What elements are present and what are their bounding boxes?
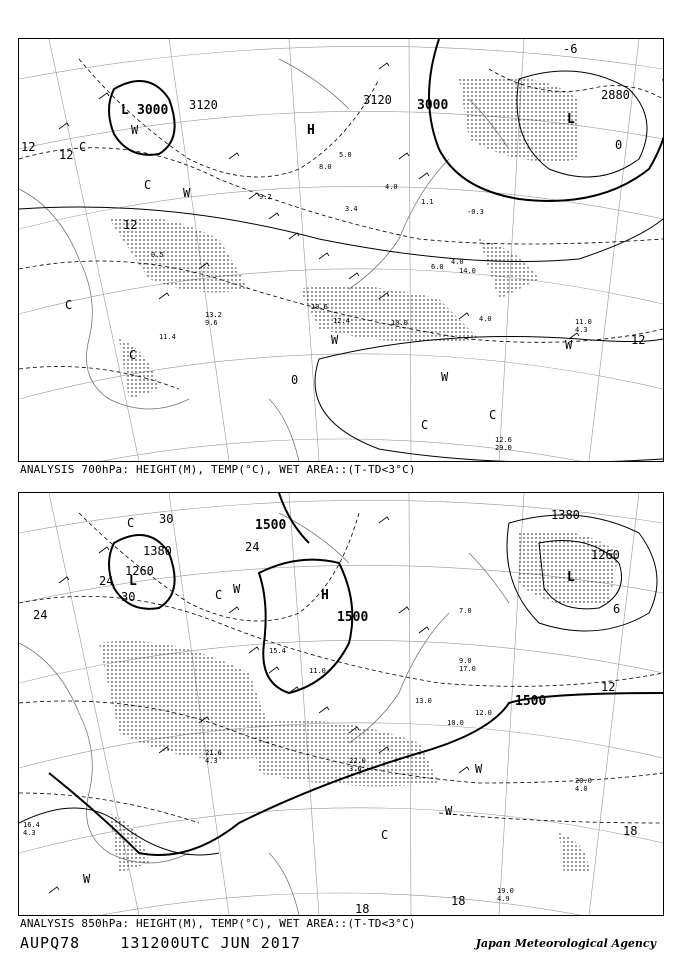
station-value: 10.0 — [391, 319, 408, 327]
center-marker: C — [79, 140, 87, 154]
temperature-label: 12 — [59, 148, 74, 162]
station-value: 13.0 — [415, 697, 432, 705]
coastlines — [19, 59, 509, 461]
temperature-label: 30 — [121, 590, 136, 604]
station-value: 16.4 — [23, 821, 40, 829]
center-marker: W — [441, 370, 449, 384]
agency-name: Japan Meteorological Agency — [475, 937, 656, 950]
station-value: 10.0 — [447, 719, 464, 727]
station-value: 3.4 — [345, 205, 358, 213]
chart-datetime: 131200UTC JUN 2017 — [120, 934, 301, 952]
center-marker: H — [307, 123, 315, 138]
temperature-label: 24 — [33, 608, 48, 622]
temperature-label: 6 — [613, 602, 621, 616]
center-marker: L — [567, 112, 575, 127]
station-value: 4.3 — [575, 326, 588, 334]
center-marker: W — [83, 872, 91, 886]
center-marker: W — [131, 123, 139, 137]
wet-areas — [109, 77, 579, 400]
station-value: 11.4 — [159, 333, 176, 341]
station-value: 21.6 — [205, 749, 222, 757]
center-marker: C — [144, 178, 152, 192]
temperature-label: 30 — [159, 512, 174, 526]
station-value: 14.0 — [459, 267, 476, 275]
chart-identifier — [20, 934, 301, 952]
chart-code: AUPQ78 — [20, 934, 81, 952]
height-label: 2880 — [601, 88, 630, 102]
center-marker: L — [129, 574, 137, 589]
station-value: 17.0 — [459, 665, 476, 673]
center-marker: W — [331, 333, 339, 347]
station-value: 4.3 — [23, 829, 36, 837]
station-value: 4.0 — [575, 785, 588, 793]
temperature-label: 12 — [123, 218, 138, 232]
center-marker: W — [233, 582, 241, 596]
center-marker: C — [129, 348, 137, 362]
station-value: 6.0 — [431, 263, 444, 271]
height-label: 1380 — [143, 544, 172, 558]
station-value: 12.4 — [333, 317, 350, 325]
height-label: 1260 — [125, 564, 154, 578]
station-value: 4.3 — [205, 757, 218, 765]
height-label: 3000 — [417, 98, 449, 113]
station-value: 7.0 — [459, 607, 472, 615]
height-label: 3120 — [363, 93, 392, 107]
station-value: 10.6 — [311, 303, 328, 311]
temperature-label: 24 — [99, 574, 114, 588]
station-value: 15.4 — [269, 647, 286, 655]
station-value: 4.0 — [451, 258, 464, 266]
station-value: 13.2 — [205, 311, 222, 319]
center-marker: W — [475, 762, 483, 776]
center-marker: W — [183, 186, 191, 200]
temperature-label: 12 — [21, 140, 36, 154]
station-value: 12.0 — [475, 709, 492, 717]
center-marker: H — [321, 588, 329, 603]
station-value: 11.0 — [575, 318, 592, 326]
temperature-label: 12 — [601, 680, 616, 694]
temperature-label: -6 — [563, 42, 578, 56]
height-label: 1500 — [337, 610, 369, 625]
station-value: 3.6 — [349, 765, 362, 773]
map-panel-700hpa — [18, 38, 664, 462]
station-value: 20.0 — [575, 777, 592, 785]
station-value: 9.2 — [259, 193, 272, 201]
station-value: 11.0 — [309, 667, 326, 675]
height-label: 1260 — [591, 548, 620, 562]
center-marker: C — [65, 298, 73, 312]
temperature-label: 0 — [615, 138, 623, 152]
weather-map-700hpa — [19, 39, 663, 461]
temperature-label: 18 — [355, 902, 370, 915]
station-value: 4.0 — [385, 183, 398, 191]
station-value: 1.1 — [421, 198, 434, 206]
station-value: 5.0 — [339, 151, 352, 159]
map-panel-850hpa — [18, 492, 664, 916]
center-marker: C — [421, 418, 429, 432]
station-value: 29.0 — [495, 444, 512, 452]
height-label: 3120 — [189, 98, 218, 112]
center-marker: W — [565, 338, 573, 352]
center-marker: C — [215, 588, 223, 602]
center-marker: C — [127, 516, 135, 530]
station-value: 22.0 — [349, 757, 366, 765]
station-value: 19.0 — [497, 887, 514, 895]
center-marker: L — [567, 570, 575, 585]
station-value: 8.0 — [319, 163, 332, 171]
panel-caption-700hpa: ANALYSIS 700hPa: HEIGHT(M), TEMP(°C), WET AREA::(T-TD<3°C) — [20, 463, 416, 476]
station-value: 4.9 — [497, 895, 510, 903]
center-marker: C — [381, 828, 389, 842]
temperature-label: 0 — [291, 373, 299, 387]
height-label: 1500 — [515, 694, 547, 709]
center-marker: W — [445, 804, 453, 818]
center-marker: L — [121, 103, 129, 118]
station-value: 4.0 — [479, 315, 492, 323]
height-label: 1380 — [551, 508, 580, 522]
center-marker: C — [489, 408, 497, 422]
station-value: 12.6 — [495, 436, 512, 444]
station-value: 9.0 — [459, 657, 472, 665]
station-value: -0.3 — [467, 208, 484, 216]
temperature-label: 18 — [451, 894, 466, 908]
weather-map-850hpa — [19, 493, 663, 915]
temperature-label: 18 — [623, 824, 638, 838]
station-value: 0.5 — [151, 251, 164, 259]
panel-caption-850hpa: ANALYSIS 850hPa: HEIGHT(M), TEMP(°C), WET AREA::(T-TD<3°C) — [20, 917, 416, 930]
temperature-label: 12 — [631, 333, 646, 347]
height-label: 1500 — [255, 518, 287, 533]
temperature-label: 24 — [245, 540, 260, 554]
station-value: 9.6 — [205, 319, 218, 327]
height-label: 3000 — [137, 103, 169, 118]
